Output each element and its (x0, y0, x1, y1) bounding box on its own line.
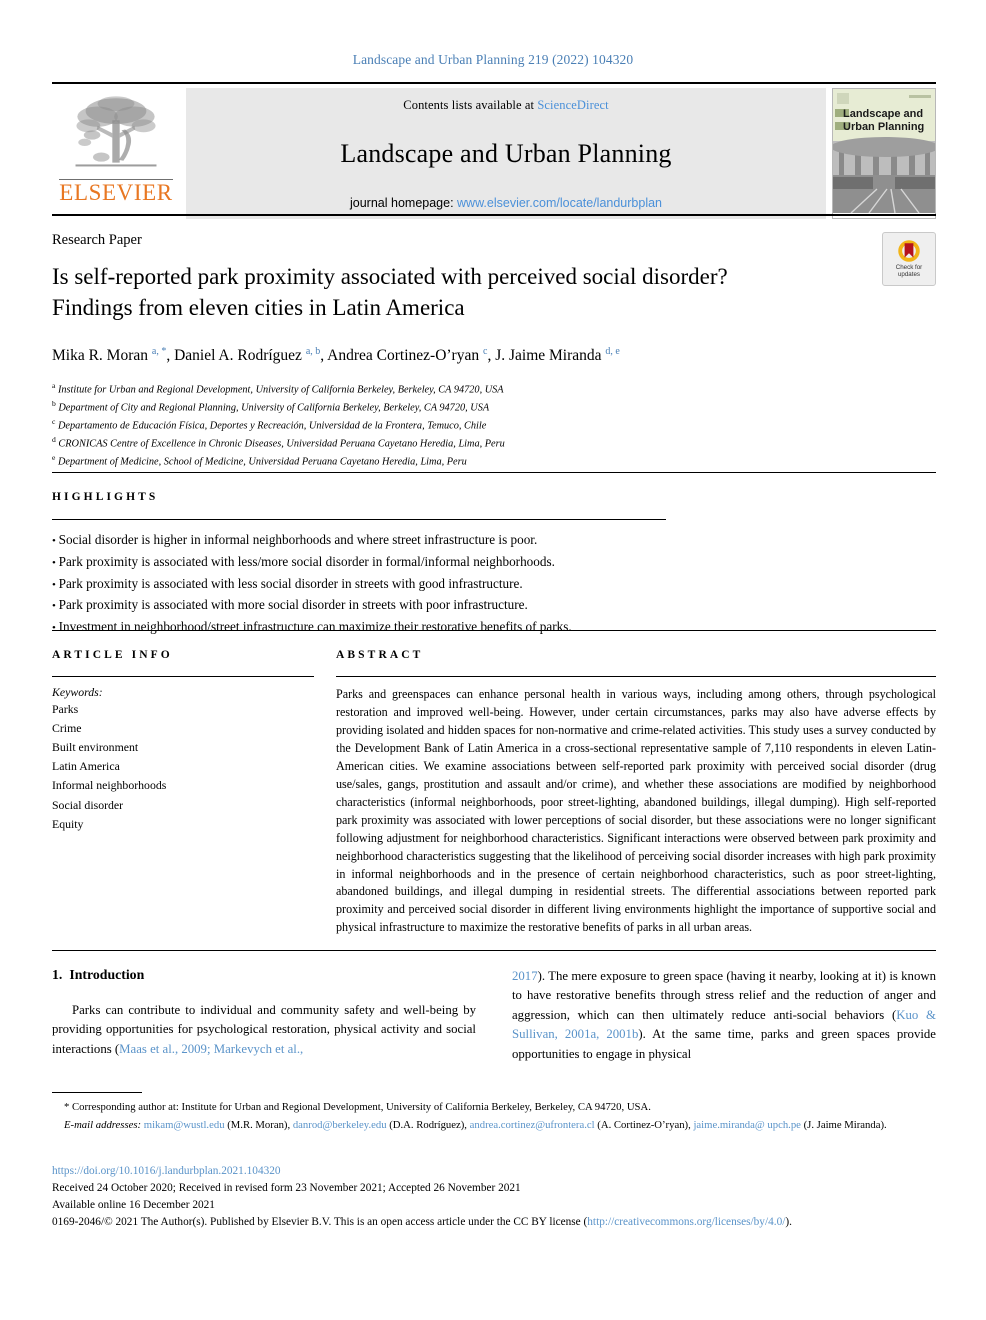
keywords-list (52, 700, 314, 834)
author-list: Mika R. Moran $^{a, *}$, Daniel A. Rodríguez $^{a, b}$, Andrea Cortinez-O’ryan $^c$, J. Jaime Miranda $^{d, e}$ (52, 346, 620, 365)
affiliation-item (52, 398, 936, 416)
email-addresses-value: mikam@wustl.edu (M.R. Moran), danrod@berkeley.edu (D.A. Rodríguez), andrea.cortinez@ufrontera.cl (A. Cortinez-O’ryan), jaime.miranda@ upch.pe (J. Jaime Miranda). (143, 1118, 887, 1131)
elsevier-tree-icon (70, 92, 162, 178)
doi-link[interactable]: https://doi.org/10.1016/j.landurbplan.2021.104320 (52, 1165, 281, 1177)
list-item: Built environment (52, 740, 139, 755)
list-item: • Park proximity is associated with less/more social disorder in formal/informal neighborhoods. (52, 551, 936, 573)
article-header (52, 214, 936, 470)
title-line-2: Findings from eleven cities in Latin America (52, 295, 465, 321)
crossmark-line1: Check for (895, 263, 923, 271)
list-item: • Investment in neighborhood/street infrastructure can maximize their restorative benefits of parks. (52, 616, 936, 638)
affiliation-text: Department of Medicine, School of Medicine, Universidad Peruana Cayetano Heredia, Lima, Peru (57, 456, 467, 468)
section-heading-text: Introduction (69, 967, 145, 982)
abstract-label: ABSTRACT (336, 649, 424, 661)
crossmark-text (896, 264, 922, 279)
crossmark-line2: updates (897, 271, 920, 278)
affiliation-marker: a (52, 380, 56, 390)
list-item: Crime (52, 721, 82, 736)
publication-metadata (52, 1163, 936, 1231)
available-online-date: Available online 16 December 2021 (52, 1198, 215, 1211)
abstract-divider (336, 676, 936, 677)
sciencedirect-link[interactable]: ScienceDirect (537, 98, 609, 112)
svg-text:Urban Planning: Urban Planning (843, 121, 925, 133)
affiliation-text: CRONICAS Centre of Excellence in Chronic Diseases, Universidad Peruana Cayetano Heredia, Lima, Peru (58, 438, 505, 450)
journal-band (186, 88, 826, 219)
copyright-license-line: 0169-2046/© 2021 The Author(s). Published by Elsevier B.V. This is an open access article under the CC BY license (http://creativecommons.org/licenses/by/4.0/). (52, 1215, 792, 1228)
list-item: Latin America (52, 759, 120, 774)
elsevier-wordmark: ELSEVIER (59, 180, 173, 205)
email-addresses-label: E-mail addresses: (64, 1118, 142, 1131)
list-item: Social disorder (52, 797, 124, 812)
affiliation-text: Departamento de Educación Física, Deportes y Recreación, Universidad de la Frontera, Temuco, Chile (57, 420, 487, 432)
highlights-label: HIGHLIGHTS (52, 491, 159, 503)
elsevier-logo-block (52, 88, 180, 219)
highlights-list (52, 529, 936, 638)
affiliation-item (52, 416, 936, 434)
journal-title: Landscape and Urban Planning (340, 138, 672, 168)
list-item: • Social disorder is higher in informal neighborhoods and where street infrastructure is poor. (52, 529, 936, 551)
svg-text:Landscape and: Landscape and (843, 108, 924, 120)
affiliation-marker: d (52, 435, 56, 445)
title-line-1: Is self-reported park proximity associated with perceived social disorder? (52, 264, 728, 289)
email-addresses-note (52, 1117, 936, 1134)
list-item: • Park proximity is associated with more social disorder in streets with poor infrastructure. (52, 594, 936, 616)
abstract-column (336, 649, 936, 949)
section-number: 1. (52, 967, 63, 982)
highlights-divider (52, 519, 666, 520)
affiliation-text: Department of City and Regional Planning, University of California Berkeley, Berkeley, CA 94720, USA (58, 402, 490, 414)
journal-homepage-line (350, 196, 662, 210)
article-info-divider (52, 676, 314, 677)
journal-homepage-link[interactable]: www.elsevier.com/locate/landurbplan (457, 196, 662, 210)
affiliation-item (52, 434, 936, 452)
list-item: • Park proximity is associated with less social disorder in streets with good infrastructure. (52, 573, 936, 595)
contents-prefix: Contents lists available at (403, 98, 538, 112)
introduction-right-column (512, 967, 936, 1064)
list-item: Parks (52, 702, 79, 716)
introduction-section (52, 950, 936, 1064)
affiliation-marker: b (52, 399, 56, 408)
introduction-paragraph-right: 2017). The mere exposure to green space (having it nearby, looking at it) is known to have restorative benefits through stress relief and the reduction of anger and aggression, which can then ultimately reduce anti-social behaviors (Kuo & Sullivan, 2001a, 2001b). At the same time, parks and green spaces provide opportunities to engage in physical (512, 969, 936, 1061)
journal-cover-thumbnail (832, 88, 936, 219)
footnote-divider (52, 1092, 142, 1093)
introduction-left-column (52, 967, 476, 1064)
journal-masthead (52, 82, 936, 219)
homepage-prefix: journal homepage: (350, 196, 458, 210)
crossmark-badge[interactable] (882, 232, 936, 286)
running-head: Landscape and Urban Planning 219 (2022) 104320 (352, 52, 634, 67)
article-info-column (52, 649, 314, 949)
corresponding-author-note: * Corresponding author at: Institute for Urban and Regional Development, University of California Berkeley, Berkeley, CA 94720, USA. (64, 1101, 651, 1113)
affiliation-text: Institute for Urban and Regional Development, University of California Berkeley, Berkeley, CA 94720, USA (57, 384, 504, 396)
received-dates: Received 24 October 2020; Received in revised form 23 November 2021; Accepted 26 November 2021 (52, 1181, 521, 1194)
introduction-paragraph-left: Parks can contribute to individual and community safety and well-being by providing opportunities for psychological restoration, physical activity and social interactions (Maas et al., 2009; Markevych et al., (52, 1003, 476, 1056)
journal-cover-image (833, 89, 936, 213)
keywords-heading: Keywords: (52, 685, 103, 699)
article-info-abstract-section (52, 630, 936, 949)
affiliation-list (52, 380, 936, 470)
abstract-text: Parks and greenspaces can enhance personal health in various ways, including among others, through psychological restoration and improved well-being. However, under certain circumstances, parks may also have adverse effects by providing isolated and hidden spaces for non-normative and crime-related activities. This study uses a survey conducted by the Development Bank of Latin America in a cross-sectional representative sample of 7,110 respondents in eleven Latin-American cities. We examine associations between self-reported park proximity with perceived social disorder (drug use/sales, gangs, prostitution and assault and/or crime), and whether these associations are modified by neighborhood characteristics (informal neighborhoods, poor street-lighting, abandoned buildings, illegal dumping). High self-reported park proximity was associated with lower perceptions of social disorder, but these associations were no longer significant following adjustment for neighborhood characteristics. Significant interactions were observed between park proximity and neighborhood characteristics suggesting that the likelihood of perceiving social disorder increases with high park proximity in informal neighborhoods and in the presence of certain neighborhood characteristics, such as poor street-lighting, abandoned buildings, and illegal dumping in residential streets. The differential associations between reported park proximity and perceived social disorder in different living environments highlight the importance of supportive social and physical infrastructure to maximize the restorative benefits of parks in all urban areas. (336, 687, 936, 935)
introduction-heading (52, 967, 476, 983)
contents-lists-line (403, 98, 608, 113)
affiliation-item (52, 380, 936, 398)
affiliation-marker: e (52, 453, 56, 463)
paper-type-label: Research Paper (52, 232, 142, 248)
list-item: Equity (52, 816, 84, 831)
highlights-section (52, 472, 936, 638)
footnote-section (52, 1092, 936, 1133)
affiliation-marker: c (52, 417, 56, 427)
crossmark-icon (898, 240, 920, 262)
list-item: Informal neighborhoods (52, 778, 167, 793)
affiliation-item (52, 452, 936, 470)
article-info-label: ARTICLE INFO (52, 649, 173, 661)
page-title (52, 261, 822, 323)
